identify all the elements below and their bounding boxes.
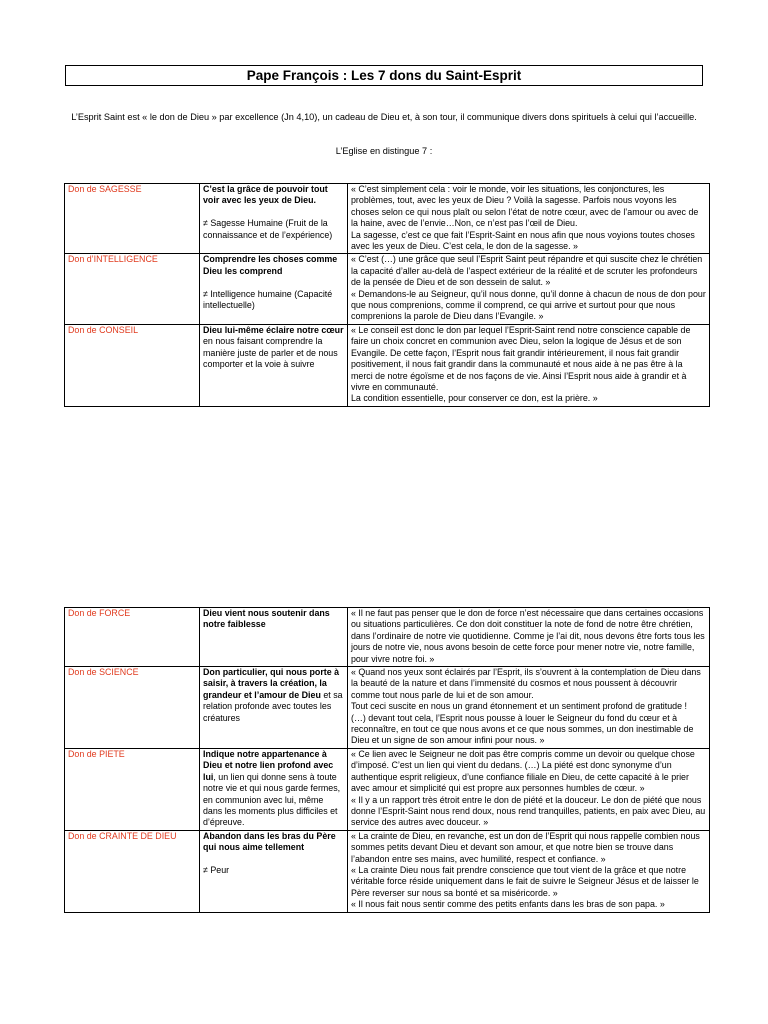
gift-definition <box>200 608 348 667</box>
gift-definition <box>200 324 348 406</box>
gift-definition <box>200 667 348 749</box>
gift-quote: « Il ne faut pas penser que le don de force n’est nécessaire que dans certaines occasions ou situations particulières. Ce don doit constituer la note de fond de notre être chrétien, dans l’ordinaire de notre vie quotidienne. Comme je l’ai dit, nous devons être forts tous les jours de notre vie, nous avons besoin de cette force pour mener notre vie, notre famille, pour vivre notre foi. » <box>348 608 710 667</box>
gift-name: Don de SCIENCE <box>65 667 200 749</box>
table-row <box>65 830 710 912</box>
gift-definition-bold: Abandon dans les bras du Père qui nous aime tellement <box>203 830 336 853</box>
gift-definition-bold: Dieu lui-même éclaire notre cœur <box>203 324 344 335</box>
gift-definition <box>200 830 348 912</box>
gift-definition-rest: en nous faisant comprendre la manière juste de parler et de nous comporter et la voie à suivre <box>203 336 338 370</box>
gift-definition-bold: Dieu vient nous soutenir dans notre faiblesse <box>203 608 330 630</box>
gift-definition <box>200 748 348 830</box>
gift-definition-rest: ≠ Sagesse Humaine (Fruit de la connaissance et de l’expérience) <box>203 218 333 240</box>
gift-definition-bold: C’est la grâce de pouvoir tout voir avec les yeux de Dieu. <box>203 184 328 206</box>
gift-definition-rest: , un lien qui donne sens à toute notre vie et qui nous garde fermes, en communion avec lui, même dans les moments plus difficiles et d’épreuve. <box>203 771 341 828</box>
gift-name: Don de SAGESSE <box>65 184 200 254</box>
table-row <box>65 748 710 830</box>
gift-quote: « Quand nos yeux sont éclairés par l’Esprit, ils s’ouvrent à la contemplation de Dieu dans la beauté de la nature et dans l’immensité du cosmos et nous poussent à découvrir comme tout nous parle de lui et de son amour. Tout ceci suscite en nous un grand étonnement et un sentiment profond de gratitude ! (…) devant tout cela, l’Esprit nous pousse à louer le Seigneur du fond du cœur et à reconnaître, en tout ce que nous avons et ce que nous sommes, un don inestimable de Dieu et un signe de son amour infini pour nous. » <box>348 667 710 749</box>
intro-paragraph: L’Esprit Saint est « le don de Dieu » par excellence (Jn 4,10), un cadeau de Dieu et, à son tour, il communique divers dons spirituels à celui qui l’accueille. <box>71 112 697 122</box>
gift-quote: « La crainte de Dieu, en revanche, est un don de l’Esprit qui nous rappelle combien nous sommes petits devant Dieu et devant son amour, et que notre bien se trouve dans l’abandon entre ses mains, avec humilité, respect et confiance. » « La crainte Dieu nous fait prendre conscience que tout vient de la grâce et que notre véritable force réside uniquement dans le fait de suivre le Seigneur Jésus et de laisser le Père reverser sur nous sa bonté et sa miséricorde. » « Il nous fait nous sentir comme des petits enfants dans les bras de son papa. » <box>348 830 710 912</box>
gift-name: Don de PIETE <box>65 748 200 830</box>
gift-definition-bold: Comprendre les choses comme Dieu les comprend <box>203 254 338 276</box>
intro-count: L’Eglise en distingue 7 : <box>335 146 433 156</box>
gift-definition-rest: ≠ Intelligence humaine (Capacité intellectuelle) <box>203 288 333 311</box>
gifts-table-top <box>64 183 710 407</box>
gift-definition-rest: ≠ Peur <box>203 864 230 875</box>
gift-definition-bold: Don particulier, qui nous porte à saisir, à travers la création, la grandeur et l’amour de Dieu <box>203 667 340 700</box>
gift-quote: « Ce lien avec le Seigneur ne doit pas être compris comme un devoir ou quelque chose d’imposé. C’est un lien qui vient du dedans. (…) La piété est donc synonyme d’un authentique esprit religieux, d’une confiance filiale en Dieu, de cette capacité à le prier avec amour et simplicité qui est propre aux personnes humbles de cœur. » « Il y a un rapport très étroit entre le don de piété et la douceur. Le don de piété que nous donne l’Esprit-Saint nous rend doux, nous rend tranquilles, patients, en paix avec Dieu, au service des autres avec douceur. » <box>348 748 710 830</box>
table-row <box>65 254 710 324</box>
table-row <box>65 324 710 406</box>
gift-definition <box>200 184 348 254</box>
gift-definition-rest: et sa relation profonde avec toutes les créatures <box>203 689 343 723</box>
table-row <box>65 667 710 749</box>
gifts-table-bottom <box>64 607 710 913</box>
gift-quote: « C’est (…) une grâce que seul l’Esprit Saint peut répandre et qui suscite chez le chrétien la capacité d’aller au-delà de l’aspect extérieur de la réalité et de scruter les profondeurs de la pensée de Dieu et de son dessein de salut. » « Demandons-le au Seigneur, qu’il nous donne, qu’il donne à chacun de nous de don pour que nous comprenions, comme il comprend, ce qui arrive et surtout pour que nous comprenions la parole de Dieu dans l’Evangile. » <box>348 254 710 324</box>
gift-definition-bold: Indique notre appartenance à Dieu et notre lien profond avec lui <box>203 748 334 782</box>
table-row <box>65 184 710 254</box>
gift-name: Don d’INTELLIGENCE <box>65 254 200 324</box>
table-row <box>65 608 710 667</box>
page-title: Pape François : Les 7 dons du Saint-Esprit <box>65 65 703 86</box>
gift-name: Don de CRAINTE DE DIEU <box>65 830 200 912</box>
gift-name: Don de FORCE <box>65 608 200 667</box>
gift-definition <box>200 254 348 324</box>
gift-name: Don de CONSEIL <box>65 324 200 406</box>
gift-quote: « Le conseil est donc le don par lequel l’Esprit-Saint rend notre conscience capable de faire un choix concret en communion avec Dieu, selon la logique de Jésus et de son Evangile. De cette façon, l’Esprit nous fait grandir intérieurement, il nous fait grandir positivement, il nous fait grandir dans la communauté et nous aide à ne pas être à la merci de notre égoïsme et de nos façons de vie. Ainsi l’Esprit nous aide à grandir et à vivre en communauté. La condition essentielle, pour conserver ce don, est la prière. » <box>348 324 710 406</box>
gift-quote: « C’est simplement cela : voir le monde, voir les situations, les conjonctures, les problèmes, tout, avec les yeux de Dieu ? Voilà la sagesse. Parfois nous voyons les choses selon ce qui nous plaît ou selon l’état de notre cœur, avec de l’amour ou avec de la haine, avec de l’envie…Non, ce n’est pas l’œil de Dieu. La sagesse, c’est ce que fait l’Esprit-Saint en nous afin que nous voyions toutes choses avec les yeux de Dieu. C’est cela, le don de la sagesse. » <box>348 184 710 254</box>
